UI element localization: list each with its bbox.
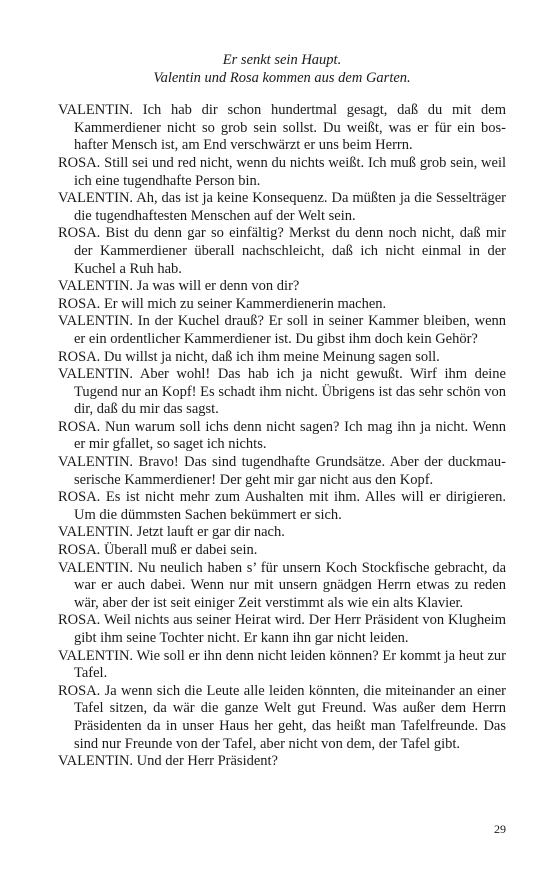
stage-direction	[58, 52, 506, 87]
speech-paragraph	[58, 612, 506, 647]
speech-paragraph	[58, 454, 506, 489]
speech-text: Ah, das ist ja keine Konsequenz. Da müßten ja die Sesselträger die tugendhaftesten Menschen auf der Welt sein.	[74, 190, 506, 224]
speaker-name: ROSA.	[58, 542, 101, 559]
speaker-name: ROSA.	[58, 418, 101, 435]
speaker-name: VALENTIN.	[58, 647, 134, 664]
speaker-name: ROSA.	[58, 348, 101, 365]
page-body	[58, 52, 506, 771]
speech-text: Aber wohl! Das hab ich ja nicht gewußt. Wirf ihm deine Tugend nur an Kopf! Es schadt ihm nicht. Übrigens ist das sehr schön von dir, daß du mir das sagst.	[74, 366, 506, 418]
speech-paragraph	[58, 753, 506, 771]
speech-text: Bravo! Das sind tugendhafte Grundsätze. Aber der duckmauserische Kammerdiener! Der geht mir gar nicht aus den Kopf.	[74, 454, 507, 488]
speaker-name: ROSA.	[58, 225, 101, 242]
speaker-name: VALENTIN.	[58, 102, 134, 119]
speaker-name: ROSA.	[58, 154, 101, 171]
stage-direction-line: Er senkt sein Haupt.	[222, 52, 342, 68]
speech-paragraph	[58, 366, 506, 419]
speaker-name: VALENTIN.	[58, 190, 134, 207]
speech-text: Und der Herr Präsident?	[136, 753, 278, 770]
speaker-name: VALENTIN.	[58, 559, 134, 576]
speaker-name: VALENTIN.	[58, 454, 134, 471]
speech-text: Ja wenn sich die Leute alle leiden könnten, die miteinander an einer Tafel sitzen, da wär die ganze Welt gut Freund. Was außer dem Herrn Präsidenten da in unser Haus her geht, das heißt man Tafelfreunde. Das sind nur Freunde von der Tafel, aber nicht von dem, der Tafel gibt.	[74, 682, 507, 752]
speech-text: In der Kuchel drauß? Er soll in seiner Kammer bleiben, wenn er ein ordentlicher Kammerdiener ist. Du gibst ihm doch kein Gehör?	[74, 313, 507, 347]
speech-paragraph	[58, 648, 506, 683]
speech-text: Überall muß er dabei sein.	[103, 542, 258, 559]
speech-paragraph	[58, 489, 506, 524]
speech-paragraph	[58, 155, 506, 190]
speaker-name: VALENTIN.	[58, 313, 134, 330]
speech-text: Nun warum soll ichs denn nicht sagen? Ich mag ihn ja nicht. Wenn er mir gfallet, so saget ich nichts.	[74, 418, 507, 453]
speaker-name: VALENTIN.	[58, 753, 134, 770]
speech-text: Wie soll er ihn denn nicht leiden können? Er kommt ja heut zur Tafel.	[74, 647, 506, 682]
speech-text: Ich hab dir schon hundertmal gesagt, daß du mit dem Kammerdiener nicht so grob sein sollst. Du weißt, was er für ein boshafter Mensch ist, am End verschwärzt er uns beim Herrn.	[74, 102, 507, 154]
speech-text: Bist du denn gar so einfältig? Merkst du denn noch nicht, daß mir der Kammerdiener überall nachschleicht, daß ich nicht einmal in der Kuchel a Ruh hab.	[74, 225, 506, 277]
speech-text: Nu neulich haben s’ für unsern Koch Stockfische gebracht, da war er auch dabei. Wenn nur mit unsern gnädgen Herrn etwas zu reden wär, aber der ist seit einiger Zeit verstimmt als wie ein alts Klavier.	[74, 559, 507, 611]
speech-paragraph	[58, 524, 506, 542]
speaker-name: VALENTIN.	[58, 524, 134, 541]
speech-text: Er will mich zu seiner Kammerdienerin machen.	[103, 295, 387, 312]
speech-paragraph	[58, 225, 506, 278]
speech-text: Weil nichts aus seiner Heirat wird. Der Herr Präsident von Klugheim gibt ihm seine Tochter nicht. Er kann ihn gar nicht leiden.	[74, 612, 506, 646]
speech-paragraph	[58, 542, 506, 560]
speaker-name: ROSA.	[58, 295, 101, 312]
speech-text: Es ist nicht mehr zum Aushalten mit ihm. Alles will er dirigieren. Um die dümmsten Sachen bekümmert er sich.	[74, 489, 506, 523]
speech-text: Still sei und red nicht, wenn du nichts weißt. Ich muß grob sein, weil ich eine tugendhafte Person bin.	[74, 154, 506, 189]
speech-paragraph	[58, 296, 506, 314]
stage-direction-line: Valentin und Rosa kommen aus dem Garten.	[153, 69, 411, 86]
speech-paragraph	[58, 278, 506, 296]
speech-text: Ja was will er denn von dir?	[136, 278, 300, 295]
speech-paragraph	[58, 419, 506, 454]
speaker-name: VALENTIN.	[58, 366, 134, 383]
speech-paragraph	[58, 683, 506, 753]
speech-paragraph	[58, 560, 506, 613]
speaker-name: ROSA.	[58, 612, 101, 629]
speech-paragraph	[58, 190, 506, 225]
speech-paragraph	[58, 349, 506, 367]
page-number: 29	[494, 822, 506, 836]
speech-paragraph	[58, 102, 506, 155]
speaker-name: ROSA.	[58, 489, 101, 506]
speaker-name: VALENTIN.	[58, 278, 134, 295]
speech-paragraph	[58, 313, 506, 348]
dialogue	[58, 102, 506, 771]
speech-text: Du willst ja nicht, daß ich ihm meine Meinung sagen soll.	[103, 348, 440, 365]
speech-text: Jetzt lauft er gar dir nach.	[136, 524, 285, 541]
speaker-name: ROSA.	[58, 682, 101, 699]
